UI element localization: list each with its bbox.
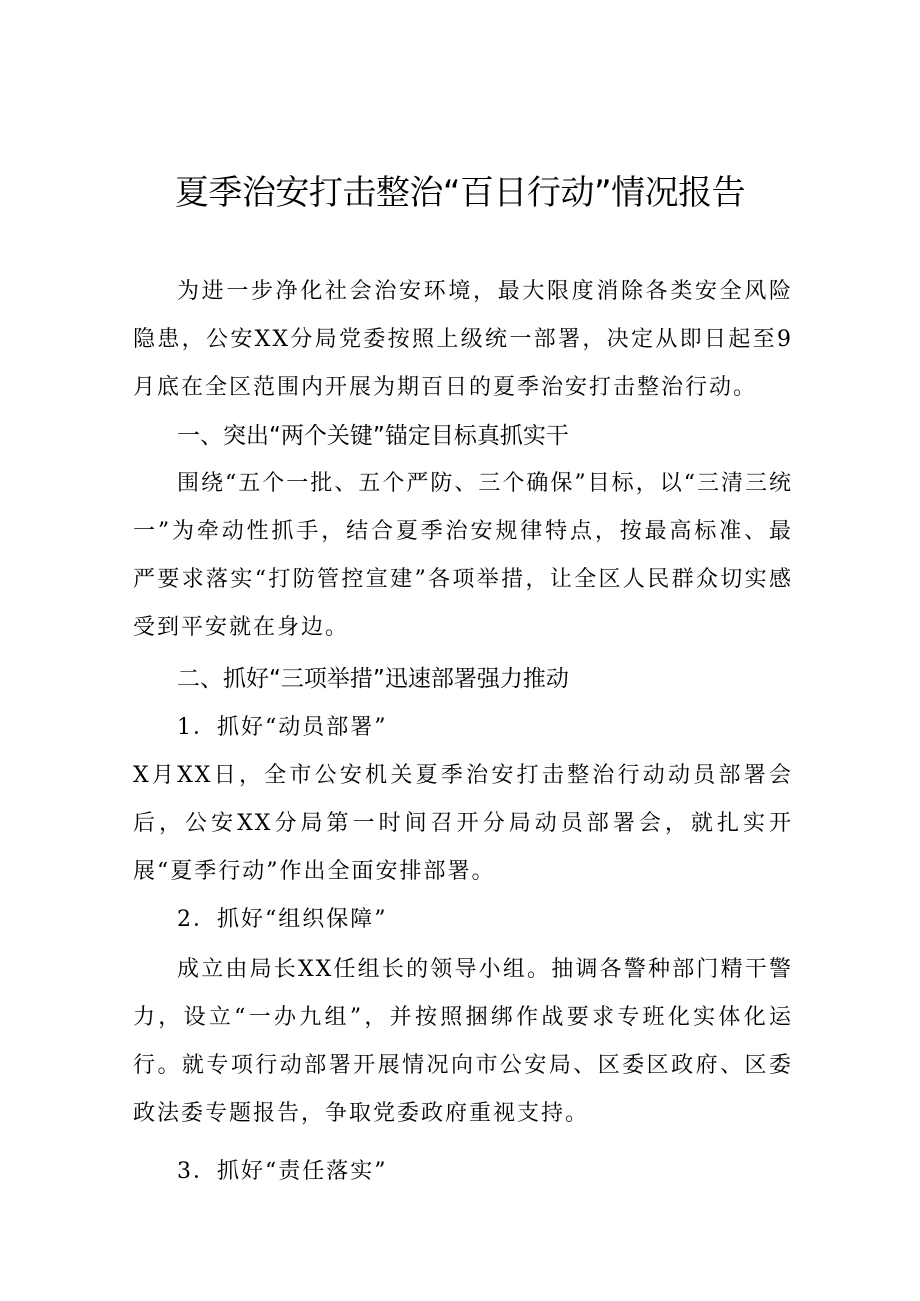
section-2-heading: 二、抓好“三项举措”迅速部署强力推动 [177, 666, 569, 692]
item-2-label: 2．抓好“组织保障” [177, 907, 388, 932]
document-title: 夏季治安打击整治“百日行动”情况报告 [174, 173, 746, 213]
section-1-paragraph: 围绕“五个一批、五个严防、三个确保”目标，以“三清三统一”为牵动性抓手，结合夏季治安规律特点，按最高标准、最严要求落实“打防管控宣建”各项举措，让全区人民群众切实感受到平安就在身边。 [133, 471, 793, 640]
intro-paragraph: 为进一步净化社会治安环境，最大限度消除各类安全风险隐患，公安XX分局党委按照上级统一部署，决定从即日起至9月底在全区范围内开展为期百日的夏季治安打击整治行动。 [133, 279, 793, 400]
item-1-label: 1．抓好“动员部署” [177, 715, 388, 740]
item-3-label: 3．抓好“责任落实” [177, 1159, 388, 1184]
section-1-heading: 一、突出“两个关键”锚定目标真抓实干 [177, 423, 569, 449]
item-1-paragraph: X月XX日，全市公安机关夏季治安打击整治行动动员部署会后，公安XX分局第一时间召开分局动员部署会，就扎实开展“夏季行动”作出全面安排部署。 [133, 763, 793, 884]
item-2-paragraph: 成立由局长XX任组长的领导小组。抽调各警种部门精干警力，设立“一办九组”，并按照捆绑作战要求专班化实体化运行。就专项行动部署开展情况向市公安局、区委区政府、区委政法委专题报告，争取党委政府重视支持。 [133, 957, 793, 1126]
